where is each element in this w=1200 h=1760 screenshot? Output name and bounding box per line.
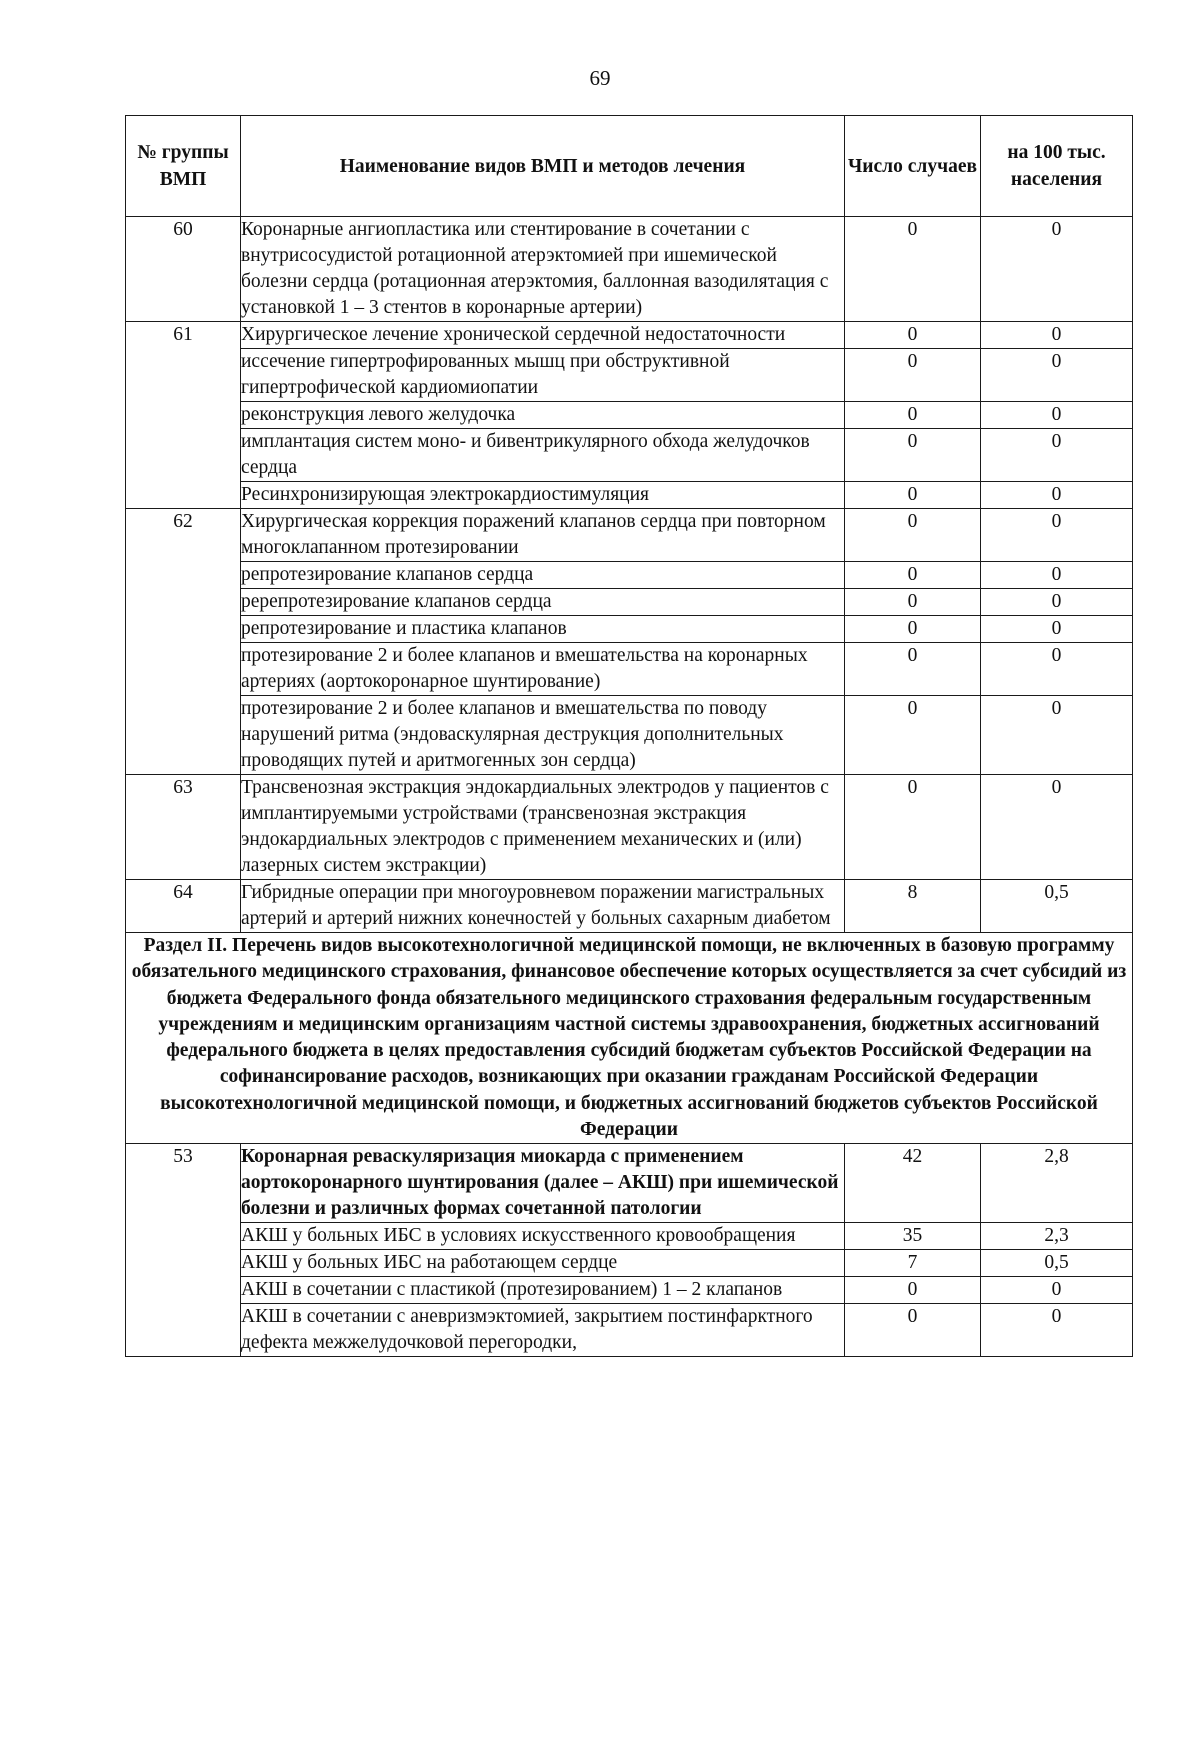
table-row [126,562,1133,589]
cases-value: 0 [845,643,981,696]
group-number: 53 [126,1144,241,1357]
cases-value: 7 [845,1250,981,1277]
per-100k-value: 0 [981,402,1133,429]
table-row [126,509,1133,562]
per-100k-value: 2,8 [981,1144,1133,1223]
method-name: Трансвенозная экстракция эндокардиальных электродов у пациентов с имплантируемыми устройствами (трансвенозная экстракция эндокардиальных электродов с применением механических и (или) лазерных систем экстракции) [241,775,845,880]
per-100k-value: 0 [981,482,1133,509]
cases-value: 0 [845,775,981,880]
table-row [126,1223,1133,1250]
cases-value: 0 [845,696,981,775]
method-name: имплантация систем моно- и бивентрикулярного обхода желудочков сердца [241,429,845,482]
per-100k-value: 0 [981,509,1133,562]
cases-value: 0 [845,509,981,562]
per-100k-value: 0 [981,429,1133,482]
per-100k-value: 0,5 [981,880,1133,933]
per-100k-value: 0 [981,696,1133,775]
table-row [126,349,1133,402]
header-name: Наименование видов ВМП и методов лечения [241,116,845,217]
group-number: 61 [126,322,241,509]
per-100k-value: 0 [981,1304,1133,1357]
method-name: АКШ у больных ИБС на работающем сердце [241,1250,845,1277]
header-per-100k: на 100 тыс. населения [981,116,1133,217]
method-name: протезирование 2 и более клапанов и вмешательства на коронарных артериях (аортокоронарное шунтирование) [241,643,845,696]
group-number: 63 [126,775,241,880]
method-name: протезирование 2 и более клапанов и вмешательства по поводу нарушений ритма (эндоваскулярная деструкция дополнительных проводящих путей и аритмогенных зон сердца) [241,696,845,775]
per-100k-value: 0 [981,217,1133,322]
table-body-1 [126,217,1133,933]
cases-value: 35 [845,1223,981,1250]
page-number: 69 [589,66,611,90]
per-100k-value: 0 [981,1277,1133,1304]
cases-value: 0 [845,322,981,349]
table-row [126,696,1133,775]
method-name: Коронарные ангиопластика или стентирование в сочетании с внутрисосудистой ротационной атерэктомией при ишемической болезни сердца (ротационная атерэктомия, баллонная вазодилятация с установкой 1 – 3 стентов в коронарные артерии) [241,217,845,322]
table-row [126,1304,1133,1357]
per-100k-value: 0 [981,589,1133,616]
table-row [126,643,1133,696]
cases-value: 0 [845,402,981,429]
table-row [126,482,1133,509]
method-name: Хирургическое лечение хронической сердечной недостаточности [241,322,845,349]
per-100k-value: 0 [981,616,1133,643]
per-100k-value: 0 [981,643,1133,696]
method-name: иссечение гипертрофированных мышц при обструктивной гипертрофической кардиомиопатии [241,349,845,402]
method-name: Гибридные операции при многоуровневом поражении магистральных артерий и артерий нижних конечностей у больных сахарным диабетом [241,880,845,933]
method-name: Ресинхронизирующая электрокардиостимуляция [241,482,845,509]
cases-value: 42 [845,1144,981,1223]
table-body-2 [126,1144,1133,1357]
table-header-row [126,116,1133,217]
method-name: ререпротезирование клапанов сердца [241,589,845,616]
section-heading: Раздел II. Перечень видов высокотехнологичной медицинской помощи, не включенных в базовую программу обязательного медицинского страхования, финансовое обеспечение которых осуществляется за счет субсидий из бюджета Федерального фонда обязательного медицинского страхования федеральным государственным учреждениям и медицинским организациям частной системы здравоохранения, бюджетных ассигнований федерального бюджета в целях предоставления субсидий бюджетам субъектов Российской Федерации на софинансирование расходов, возникающих при оказании гражданам Российской Федерации высокотехнологичной медицинской помощи, и бюджетных ассигнований бюджетов субъектов Российской Федерации [126,933,1133,1144]
vmp-table [125,115,1133,1357]
header-cases: Число случаев [845,116,981,217]
method-name: АКШ в сочетании с пластикой (протезированием) 1 – 2 клапанов [241,1277,845,1304]
group-number: 62 [126,509,241,775]
section-body [126,933,1133,1144]
table-row [126,616,1133,643]
method-name: репротезирование и пластика клапанов [241,616,845,643]
method-name: реконструкция левого желудочка [241,402,845,429]
table-row [126,429,1133,482]
method-name: репротезирование клапанов сердца [241,562,845,589]
method-name: АКШ у больных ИБС в условиях искусственного кровообращения [241,1223,845,1250]
cases-value: 0 [845,349,981,402]
table-row [126,402,1133,429]
table-row [126,589,1133,616]
table-row [126,775,1133,880]
cases-value: 8 [845,880,981,933]
cases-value: 0 [845,429,981,482]
cases-value: 0 [845,482,981,509]
table-row [126,880,1133,933]
table-row [126,1250,1133,1277]
per-100k-value: 0 [981,349,1133,402]
table-row [126,1277,1133,1304]
cases-value: 0 [845,616,981,643]
section-row [126,933,1133,1144]
per-100k-value: 0 [981,775,1133,880]
method-name: Хирургическая коррекция поражений клапанов сердца при повторном многоклапанном протезировании [241,509,845,562]
cases-value: 0 [845,562,981,589]
per-100k-value: 0 [981,562,1133,589]
table-row [126,322,1133,349]
cases-value: 0 [845,1277,981,1304]
cases-value: 0 [845,589,981,616]
table-row [126,1144,1133,1223]
table-row [126,217,1133,322]
method-name: Коронарная реваскуляризация миокарда с применением аортокоронарного шунтирования (далее – АКШ) при ишемической болезни и различных формах сочетанной патологии [241,1144,845,1223]
per-100k-value: 2,3 [981,1223,1133,1250]
cases-value: 0 [845,217,981,322]
header-group-number: № группы ВМП [126,116,241,217]
method-name: АКШ в сочетании с аневризмэктомией, закрытием постинфарктного дефекта межжелудочковой перегородки, [241,1304,845,1357]
per-100k-value: 0 [981,322,1133,349]
group-number: 64 [126,880,241,933]
cases-value: 0 [845,1304,981,1357]
group-number: 60 [126,217,241,322]
per-100k-value: 0,5 [981,1250,1133,1277]
